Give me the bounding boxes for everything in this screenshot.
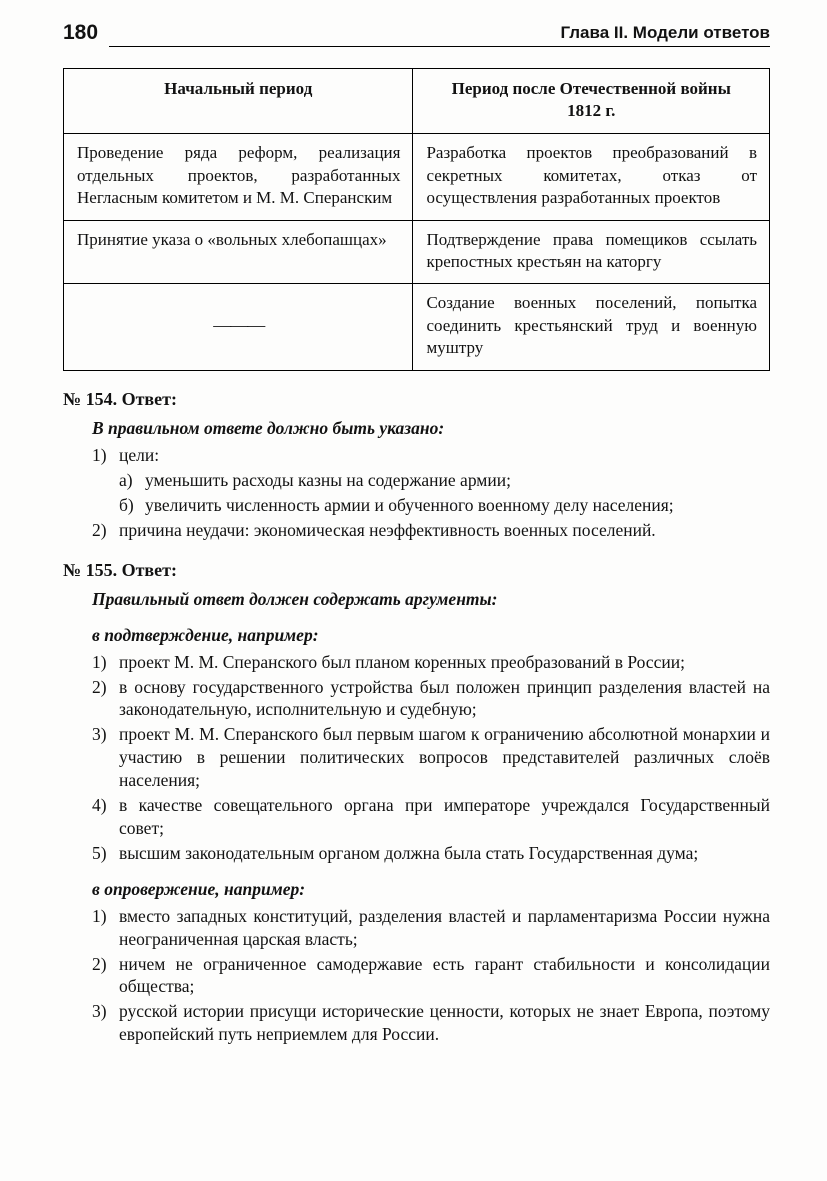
list-item-text: ничем не ограниченное самодержавие есть гарант стабильности и консолидации общества; — [119, 953, 770, 997]
list-item — [119, 469, 770, 492]
running-head — [63, 22, 770, 43]
table-row — [64, 284, 770, 370]
list-item-marker: 3) — [92, 724, 107, 745]
table-header-cell-initial-period: Начальный период — [64, 69, 413, 134]
list-item — [119, 494, 770, 517]
table-row — [64, 134, 770, 220]
list-item-text: в качестве совещательного органа при императоре учреждался Государственный совет; — [119, 795, 770, 839]
list-item-marker: 5) — [92, 843, 107, 863]
list-item-marker: 1) — [92, 905, 107, 926]
answer-155-pro-list — [63, 651, 770, 865]
list-item — [92, 444, 770, 467]
list-item-marker: 2) — [92, 519, 107, 540]
list-item-text: вместо западных конституций, разделения властей и парламентаризма России нужна неограниченная царская власть; — [119, 905, 770, 949]
list-item — [92, 953, 770, 999]
header-rule — [109, 46, 770, 47]
table-row — [64, 220, 770, 284]
table-cell: Принятие указа о «вольных хлебопашцах» — [64, 220, 413, 284]
page-number: 180 — [63, 21, 99, 44]
empty-cell-dash: ——— — [64, 284, 413, 370]
answer-155-contra-heading: в опровержение, например: — [92, 878, 306, 899]
list-item — [92, 651, 770, 674]
list-item-text: причина неудачи: экономическая неэффективность военных поселений. — [119, 519, 656, 540]
answer-155-section — [63, 559, 770, 1047]
table-cell: Проведение ряда реформ, реализация отдельных проектов, разработанных Негласным комитетом и М. М. Сперанским — [64, 134, 413, 220]
list-item — [92, 842, 770, 865]
table-cell: Разработка проектов преобразований в секретных комитетах, отказ от осуществления разработанных проектов — [413, 134, 770, 220]
list-item-marker: 3) — [92, 1001, 107, 1022]
list-item-text: проект М. М. Сперанского был планом коренных преобразований в России; — [119, 651, 685, 672]
chapter-title: Глава II. Модели ответов — [560, 23, 770, 43]
list-item-marker: а) — [119, 469, 133, 490]
table-cell: Создание военных поселений, попытка соединить крестьянский труд и военную муштру — [413, 284, 770, 370]
answer-155-contra-list — [63, 905, 770, 1047]
table-header-cell-after-war-period: Период после Отечественной войны 1812 г. — [413, 69, 770, 134]
list-item-text: уменьшить расходы казны на содержание армии; — [145, 469, 511, 490]
list-item-marker: 2) — [92, 676, 107, 697]
list-item-marker: 1) — [92, 651, 107, 672]
table-header-row — [64, 69, 770, 134]
list-item-text: высшим законодательным органом должна была стать Государственная дума; — [119, 843, 699, 863]
list-item-text: русской истории присущи исторические ценности, которых не знает Европа, поэтому европейский путь неприемлем для России. — [119, 1001, 770, 1045]
list-item-text: в основу государственного устройства был положен принцип разделения властей на законодательную, исполнительную и судебную; — [119, 676, 770, 720]
list-item — [92, 676, 770, 722]
answer-154-intro: В правильном ответе должно быть указано: — [92, 418, 445, 439]
list-item-text: цели: — [119, 444, 160, 465]
answer-154-heading: № 154. Ответ: — [63, 388, 177, 409]
table-cell: Подтверждение права помещиков ссылать крепостных крестьян на каторгу — [413, 220, 770, 284]
answer-154-list — [63, 444, 770, 542]
list-item-marker: б) — [119, 494, 134, 515]
list-item — [92, 794, 770, 840]
list-item-text: увеличить численность армии и обученного военному делу населения; — [145, 494, 674, 515]
answer-154-section — [63, 388, 770, 542]
list-item-marker: 4) — [92, 795, 107, 816]
list-item — [92, 723, 770, 792]
answer-155-pro-heading: в подтверждение, например: — [92, 624, 319, 645]
list-item — [92, 519, 770, 542]
list-item — [92, 1000, 770, 1046]
answer-155-heading: № 155. Ответ: — [63, 559, 177, 580]
comparison-table — [63, 68, 770, 371]
list-item-marker: 2) — [92, 953, 107, 974]
list-item-text: проект М. М. Сперанского был первым шагом к ограничению абсолютной монархии и участию в решении политических вопросов представителей различных слоёв населения; — [119, 724, 770, 791]
answer-155-intro: Правильный ответ должен содержать аргументы: — [92, 589, 498, 610]
list-item — [92, 905, 770, 951]
list-item-marker: 1) — [92, 444, 107, 465]
